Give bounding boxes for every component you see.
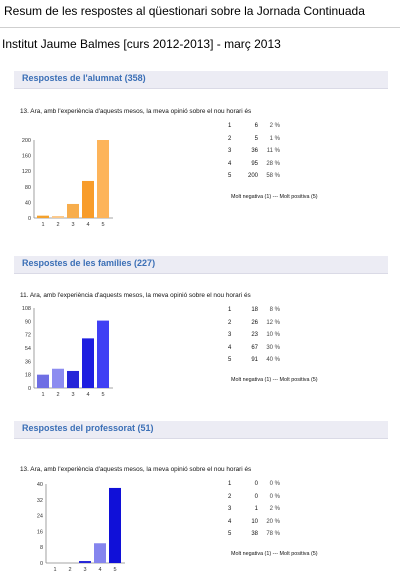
- y-tick-label: 24: [36, 513, 43, 520]
- table-cell-count: 0: [254, 493, 258, 500]
- y-tick-label: 90: [24, 319, 31, 326]
- table-cell-score: 3: [228, 332, 232, 339]
- table-row: [228, 516, 280, 529]
- table-row: [228, 342, 280, 355]
- x-tick-label: 4: [86, 392, 90, 398]
- table-cell-percent: 12 %: [266, 319, 280, 326]
- x-tick-label: 3: [71, 392, 75, 398]
- y-tick-label: 16: [36, 529, 43, 536]
- table-cell-count: 18: [251, 307, 258, 314]
- table-cell-count: 200: [247, 173, 258, 180]
- y-tick-label: 200: [21, 138, 31, 144]
- table-row: [228, 133, 280, 146]
- page-title: Resum de les respostes al qüestionari sobre la Jornada Continuada: [4, 4, 365, 18]
- table-row: [228, 145, 280, 158]
- table-row: [228, 491, 280, 504]
- scale-legend: Molt negativa (1) --- Molt positiva (5): [231, 551, 318, 557]
- table-cell-percent: 11 %: [266, 148, 280, 155]
- results-table-alumnat: [228, 120, 280, 183]
- table-row: [228, 528, 280, 541]
- y-tick-label: 40: [24, 200, 31, 207]
- x-tick-label: 2: [56, 222, 60, 228]
- table-row: [228, 503, 280, 516]
- y-tick-label: 18: [24, 372, 31, 379]
- table-row: [228, 158, 280, 171]
- table-cell-percent: 58 %: [266, 173, 280, 180]
- table-cell-score: 1: [228, 307, 232, 314]
- table-cell-count: 0: [254, 481, 258, 488]
- x-tick-label: 4: [86, 222, 90, 228]
- section-title: Respostes de les famílies (227): [22, 258, 156, 268]
- bar: [79, 561, 91, 563]
- table-cell-score: 1: [228, 481, 232, 488]
- table-row: [228, 120, 280, 133]
- y-tick-label: 160: [21, 153, 31, 160]
- scale-legend: Molt negativa (1) --- Molt positiva (5): [231, 194, 318, 200]
- x-tick-label: 3: [83, 567, 87, 573]
- y-tick-label: 40: [36, 482, 43, 488]
- table-row: [228, 478, 280, 491]
- table-cell-percent: 78 %: [266, 531, 280, 538]
- x-tick-label: 2: [56, 392, 60, 398]
- table-cell-score: 4: [228, 160, 232, 167]
- table-cell-count: 91: [251, 357, 258, 364]
- table-cell-count: 6: [254, 123, 258, 130]
- table-cell-percent: 8 %: [269, 307, 280, 314]
- table-cell-percent: 2 %: [269, 123, 280, 130]
- y-tick-label: 54: [24, 346, 31, 352]
- question-text: 13. Ara, amb l'experiència d'aquests mesos, la meva opinió sobre el nou horari és: [20, 466, 252, 473]
- y-tick-label: 0: [27, 216, 31, 222]
- section-title: Respostes de l'alumnat (358): [22, 73, 146, 83]
- x-tick-label: 3: [71, 222, 75, 228]
- table-cell-score: 4: [228, 518, 232, 525]
- table-cell-count: 36: [251, 148, 258, 155]
- table-cell-score: 4: [228, 344, 232, 351]
- x-tick-label: 5: [101, 222, 105, 228]
- table-cell-percent: 30 %: [266, 344, 280, 351]
- results-table-professorat: [228, 478, 280, 541]
- table-cell-score: 5: [228, 357, 232, 364]
- table-cell-score: 2: [228, 493, 232, 500]
- table-cell-count: 5: [254, 135, 258, 142]
- table-row: [228, 317, 280, 330]
- table-cell-percent: 2 %: [269, 506, 280, 513]
- table-cell-score: 2: [228, 135, 232, 142]
- table-cell-count: 95: [251, 160, 258, 167]
- question-text: 11. Ara, amb l'experiència d'aquests mesos, la meva opinió sobre el nou horari és: [20, 292, 251, 299]
- y-tick-label: 120: [21, 169, 31, 176]
- table-cell-count: 26: [251, 319, 258, 326]
- y-tick-label: 0: [39, 561, 43, 567]
- table-row: [228, 354, 280, 367]
- table-row: [228, 329, 280, 342]
- table-cell-score: 1: [228, 123, 232, 130]
- results-table-families: [228, 304, 280, 367]
- x-tick-label: 5: [113, 567, 117, 573]
- table-cell-percent: 0 %: [269, 493, 280, 500]
- table-cell-count: 38: [251, 531, 258, 538]
- table-cell-count: 67: [251, 344, 258, 351]
- y-tick-label: 0: [27, 386, 31, 392]
- table-cell-percent: 28 %: [266, 160, 280, 167]
- table-cell-percent: 40 %: [266, 357, 280, 364]
- y-tick-label: 80: [24, 184, 31, 191]
- table-cell-score: 5: [228, 531, 232, 538]
- table-cell-score: 5: [228, 173, 232, 180]
- page-subtitle: Institut Jaume Balmes [curs 2012-2013] - març 2013: [2, 37, 281, 51]
- bar: [109, 488, 121, 563]
- table-cell-score: 3: [228, 148, 232, 155]
- scale-legend: Molt negativa (1) --- Molt positiva (5): [231, 377, 318, 383]
- table-row: [228, 304, 280, 317]
- table-cell-count: 23: [251, 332, 258, 339]
- y-tick-label: 8: [39, 545, 43, 552]
- section-title: Respostes del professorat (51): [22, 423, 154, 433]
- x-tick-label: 1: [41, 222, 45, 228]
- table-cell-count: 10: [251, 518, 258, 525]
- y-tick-label: 72: [24, 332, 31, 339]
- x-tick-label: 1: [53, 567, 57, 573]
- x-tick-label: 1: [41, 392, 45, 398]
- x-tick-label: 2: [68, 567, 72, 573]
- table-cell-percent: 20 %: [266, 518, 280, 525]
- y-tick-label: 32: [36, 497, 43, 504]
- y-tick-label: 108: [21, 306, 31, 312]
- table-cell-score: 3: [228, 506, 232, 513]
- x-tick-label: 5: [101, 392, 105, 398]
- bar: [94, 543, 106, 563]
- question-text: 13. Ara, amb l'experiència d'aquests mesos, la meva opinió sobre el nou horari és: [20, 108, 252, 115]
- x-tick-label: 4: [98, 567, 102, 573]
- table-cell-percent: 1 %: [269, 135, 280, 142]
- table-cell-count: 1: [254, 506, 258, 513]
- table-row: [228, 170, 280, 183]
- table-cell-score: 2: [228, 319, 232, 326]
- y-tick-label: 36: [24, 359, 31, 366]
- table-cell-percent: 10 %: [266, 332, 280, 339]
- table-cell-percent: 0 %: [269, 481, 280, 488]
